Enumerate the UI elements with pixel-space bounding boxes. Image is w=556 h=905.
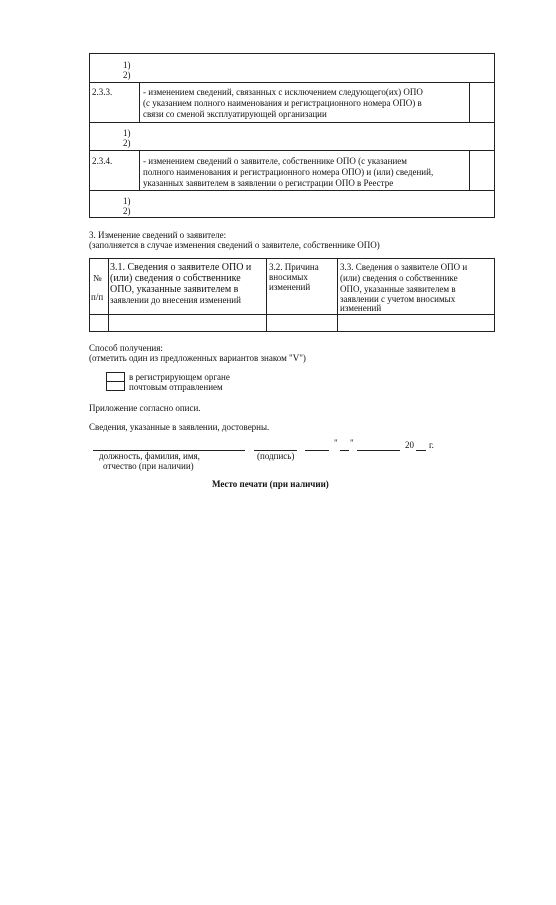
item-number-2-3-4: 2.3.4. [92, 156, 113, 166]
attachment-text: Приложение согласно описи. [89, 403, 201, 413]
top-table-frame [89, 53, 495, 218]
table-header: (или) сведения о собственнике [110, 273, 241, 284]
item-text-line: связи со сменой эксплуатирующей организации [143, 109, 327, 119]
row-divider [89, 150, 495, 151]
table-header: изменений [269, 282, 311, 292]
month-blank[interactable] [357, 450, 400, 451]
section-title: 3. Изменение сведений о заявителе: [89, 230, 227, 240]
item-text-line: - изменением сведений о заявителе, собственнике ОПО (с указанием [143, 156, 407, 166]
position-caption: отчество (при наличии) [103, 461, 194, 471]
stamp-place: Место печати (при наличии) [212, 479, 329, 489]
col-divider [139, 150, 140, 190]
date-quote-open: " [334, 438, 338, 448]
col-divider [139, 82, 140, 122]
list-number: 2) [123, 70, 131, 80]
receipt-title: Способ получения: [89, 343, 163, 353]
row-divider [89, 82, 495, 83]
table-header: заявлении до внесения изменений [110, 295, 241, 305]
list-number: 1) [123, 60, 131, 70]
col-divider [469, 150, 470, 190]
col-divider [266, 258, 267, 332]
day-blank[interactable] [340, 450, 349, 451]
table-header: изменений [340, 303, 382, 313]
item-text-line: (с указанием полного наименования и регистрационного номера ОПО) в [143, 98, 422, 108]
position-caption: должность, фамилия, имя, [99, 451, 200, 461]
table-header: заявлении с учетом вносимых [340, 294, 456, 304]
table-header: ОПО, указанные заявителем в [110, 284, 239, 295]
row-divider [89, 122, 495, 123]
date-quote-close: " [350, 438, 354, 448]
table-header: 3.2. Причина [269, 262, 319, 272]
signature-blank-tail [305, 450, 329, 451]
list-number: 1) [123, 128, 131, 138]
signature-caption: (подпись) [257, 451, 295, 461]
year-prefix: 20 [405, 440, 414, 450]
list-number: 1) [123, 196, 131, 206]
receipt-note: (отметить один из предложенных вариантов знаком "V") [89, 353, 306, 363]
col-divider [337, 258, 338, 332]
col-divider [108, 258, 109, 332]
col-divider [469, 82, 470, 122]
year-blank[interactable] [416, 450, 426, 451]
confirmation-text: Сведения, указанные в заявлении, достоверны. [89, 422, 270, 432]
receipt-mail-checkbox[interactable] [106, 381, 125, 391]
receipt-option-label: в регистрирующем органе [129, 372, 230, 382]
table-header: 3.3. Сведения о заявителе ОПО и [340, 262, 468, 272]
year-suffix: г. [429, 440, 434, 450]
row-divider [89, 314, 495, 315]
list-number: 2) [123, 138, 131, 148]
item-text-line: полного наименования и регистрационного номера ОПО) и (или) сведений, [143, 167, 434, 177]
table-header: п/п [91, 292, 104, 302]
section-note: (заполняется в случае изменения сведений о заявителе, собственнике ОПО) [89, 240, 380, 250]
receipt-option-label: почтовым отправлением [129, 382, 223, 392]
table-header: вносимых [269, 272, 308, 282]
table-header: (или) сведения о собственнике [340, 273, 458, 283]
item-text-line: указанных заявителем в заявлении о регистрации ОПО в Реестре [143, 178, 394, 188]
row-divider [89, 190, 495, 191]
table-header: 3.1. Сведения о заявителе ОПО и [110, 262, 252, 273]
list-number: 2) [123, 206, 131, 216]
table-header: № [93, 273, 102, 283]
table-header: ОПО, указанные заявителем в [340, 284, 456, 294]
item-text-line: - изменением сведений, связанных с исключением следующего(их) ОПО [143, 87, 423, 97]
item-number-2-3-3: 2.3.3. [92, 87, 113, 97]
